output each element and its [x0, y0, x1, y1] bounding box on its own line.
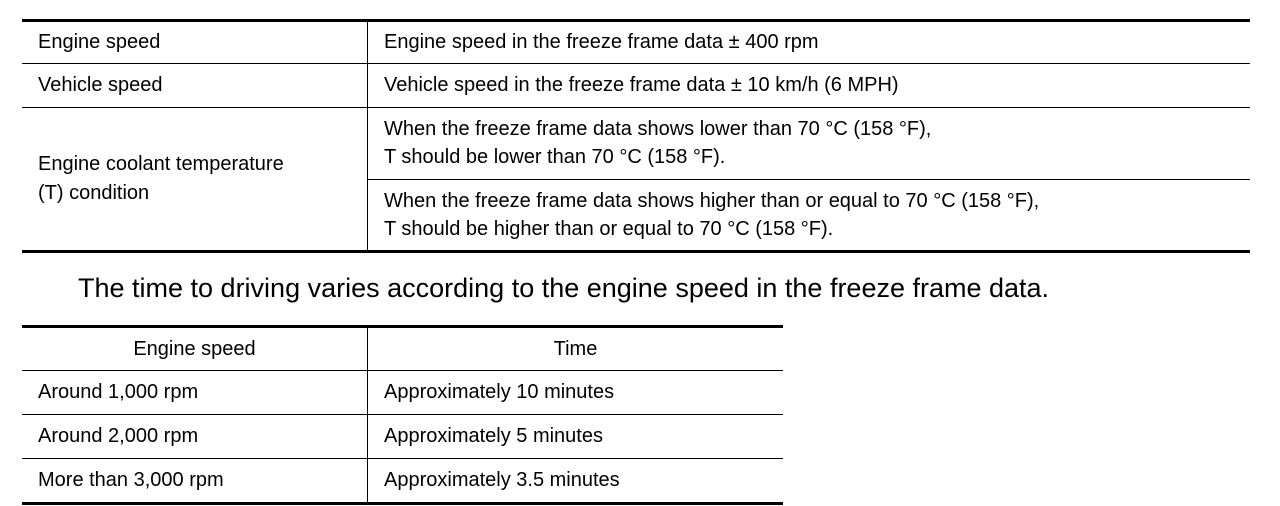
table-row	[22, 458, 783, 502]
table-row-coolant	[22, 107, 1250, 250]
table-row	[22, 63, 1250, 107]
row-value: Vehicle speed in the freeze frame data ± 10 km/h (6 MPH)	[384, 74, 899, 96]
condition-line: T should be lower than 70 °C (158 °F).	[384, 146, 726, 169]
row-value-group	[368, 108, 1250, 250]
table-cell: Around 2,000 rpm	[22, 415, 368, 458]
condition-lower	[368, 108, 1250, 179]
row-label: Vehicle speed	[22, 64, 368, 107]
conditions-table	[22, 19, 1250, 253]
note-text: The time to driving varies according to the engine speed in the freeze frame data.	[78, 273, 1050, 303]
table-cell: Around 1,000 rpm	[22, 371, 368, 414]
condition-higher	[368, 179, 1250, 251]
row-label	[22, 108, 368, 250]
table-cell: More than 3,000 rpm	[22, 459, 368, 502]
row-label: Engine speed	[22, 22, 368, 63]
table-cell: Approximately 10 minutes	[384, 381, 615, 403]
table-row	[22, 370, 783, 414]
column-header: Engine speed	[22, 328, 368, 370]
label-line: (T) condition	[38, 182, 150, 204]
table-cell: Approximately 3.5 minutes	[384, 469, 620, 491]
table-cell: Approximately 5 minutes	[384, 425, 603, 447]
table-header	[22, 328, 783, 370]
condition-line: When the freeze frame data shows lower than 70 °C (158 °F),	[384, 118, 932, 141]
label-line: Engine coolant temperature	[38, 153, 284, 175]
column-header: Time	[553, 337, 598, 360]
condition-line: T should be higher than or equal to 70 °C (158 °F).	[384, 217, 834, 240]
table-row	[22, 22, 1250, 63]
row-value: Engine speed in the freeze frame data ± 400 rpm	[384, 31, 819, 53]
time-table	[22, 325, 783, 505]
condition-line: When the freeze frame data shows higher than or equal to 70 °C (158 °F),	[384, 189, 1040, 212]
table-row	[22, 414, 783, 458]
